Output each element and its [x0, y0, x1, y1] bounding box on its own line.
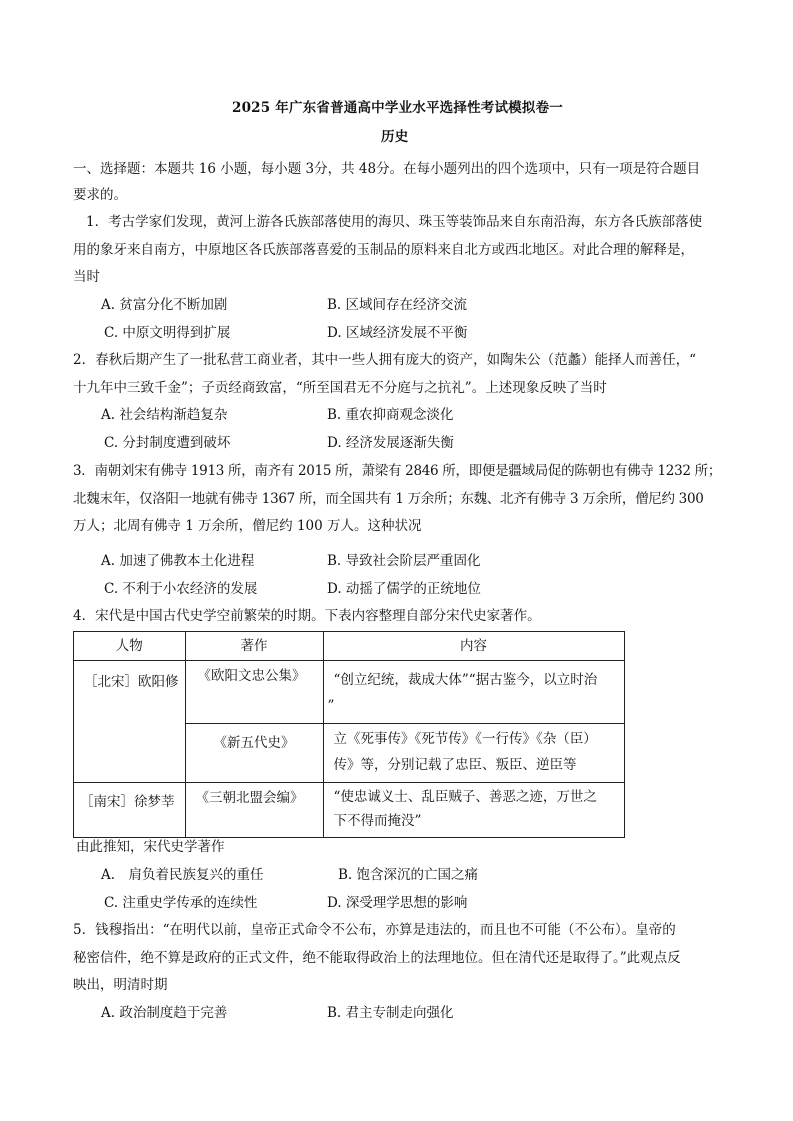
q1-option-b[interactable]: B. 区域间存在经济交流	[327, 297, 468, 313]
q2-option-c[interactable]: C. 分封制度遭到破坏	[104, 435, 231, 451]
section-instruction-line2: 要求的。	[73, 187, 127, 203]
q3-stem-line2: 北魏末年，仅洛阳一地就有佛寺 1367 所，而全国共有 1 万余所；东魏、北齐有佛寺 3 万余所，僧尼约 300	[73, 491, 704, 507]
q2-option-b[interactable]: B. 重农抑商观念淡化	[327, 407, 454, 423]
q3-option-a[interactable]: A. 加速了佛教本土化进程	[101, 553, 255, 569]
header-content: 内容	[460, 638, 487, 654]
table-cell	[323, 661, 624, 724]
q3-option-b[interactable]: B. 导致社会阶层严重固化	[327, 553, 481, 569]
q1-option-d[interactable]: D. 区域经济发展不平衡	[327, 325, 468, 341]
q5-option-b[interactable]: B. 君主专制走向强化	[327, 1005, 454, 1021]
table-cell	[185, 661, 323, 724]
content-line: ”	[327, 698, 335, 714]
work-ouyang-wenzhong: 《欧阳文忠公集》	[197, 668, 306, 684]
content-line: 立《死事传》《死节传》《一行传》《杂（臣）	[333, 731, 597, 747]
q1-stem-line1: 1．考古学家们发现，黄河上游各氏族部落使用的海贝、珠玉等装饰品来自东南沿海，东方各氏族部落使	[86, 214, 703, 230]
q4-option-d[interactable]: D. 深受理学思想的影响	[327, 895, 468, 911]
q2-option-d[interactable]: D. 经济发展逐渐失衡	[327, 435, 454, 451]
work-xin-wudai-shi: 《新五代史》	[213, 735, 295, 751]
exam-subject: 历史	[381, 129, 409, 145]
q4-after-table: 由此推知，宋代史学著作	[76, 839, 225, 855]
header-person: 人物	[115, 638, 143, 654]
header-work: 著作	[240, 638, 268, 654]
table-header-cell	[323, 632, 624, 661]
q1-option-c[interactable]: C. 中原文明得到扩展	[104, 325, 231, 341]
exam-title: 2025 年广东省普通高中学业水平选择性考试模拟卷一	[232, 100, 563, 116]
table-header-cell	[185, 632, 323, 661]
work-sanchao-beimeng: 《三朝北盟会编》	[195, 790, 304, 806]
table-cell	[323, 783, 624, 838]
q1-stem-line3: 当时	[73, 269, 100, 285]
q4-option-c[interactable]: C. 注重史学传承的连续性	[104, 895, 258, 911]
q3-stem-line1: 3．南朝刘宋有佛寺 1913 所，南齐有 2015 所，萧梁有 2846 所，即便是疆域局促的陈朝也有佛寺 1232 所；	[73, 463, 722, 479]
table-header-cell	[74, 632, 186, 661]
q5-stem-line3: 映出，明清时期	[73, 977, 168, 993]
table-row	[74, 661, 625, 724]
person-xu-mengxin: ［南宋］徐梦莘	[80, 794, 175, 810]
q4-stem-line1: 4．宋代是中国古代史学空前繁荣的时期。下表内容整理自部分宋代史家著作。	[73, 608, 541, 624]
q3-option-c[interactable]: C. 不利于小农经济的发展	[104, 581, 258, 597]
q3-stem-line3: 万人；北周有佛寺 1 万余所，僧尼约 100 万人。这种状况	[73, 518, 422, 534]
q5-stem-line1: 5．钱穆指出：“在明代以前，皇帝正式命令不公布，亦算是违法的，而且也不可能（不公布）。皇帝的	[73, 922, 676, 938]
person-ouyang-xiu: ［北宋］欧阳修	[84, 674, 179, 690]
q1-option-a[interactable]: A. 贫富分化不断加剧	[101, 297, 228, 313]
table-cell	[185, 724, 323, 783]
content-line: “使忠诚义士、乱臣贼子、善恶之迹，万世之	[333, 789, 597, 805]
q2-stem-line2: 十九年中三致千金”；子贡经商致富，“所至国君无不分庭与之抗礼”。上述现象反映了当时	[73, 380, 607, 396]
q1-stem-line2: 用的象牙来自南方，中原地区各氏族部落喜爱的玉制品的原料来自北方或西北地区。对此合理的解释是，	[73, 242, 694, 258]
historian-works-table	[73, 631, 625, 838]
content-line: 下不得而掩没”	[333, 813, 422, 829]
q2-stem-line1: 2．春秋后期产生了一批私营工商业者，其中一些人拥有庞大的资产，如陶朱公（范蠡）能择人而善任，“	[73, 352, 696, 368]
q3-option-d[interactable]: D. 动摇了儒学的正统地位	[327, 581, 481, 597]
q2-option-a[interactable]: A. 社会结构渐趋复杂	[101, 407, 228, 423]
table-cell	[74, 783, 186, 838]
q5-option-a[interactable]: A. 政治制度趋于完善	[101, 1005, 228, 1021]
q4-option-a[interactable]: A. 肩负着民族复兴的重任	[101, 867, 264, 883]
content-line: “创立纪统，裁成大体”“据古鉴今，以立时治	[333, 672, 598, 688]
section-instruction-line1: 一、选择题：本题共 16 小题，每小题 3分，共 48分。在每小题列出的四个选项中，只有一项是符合题目	[73, 161, 701, 177]
table-cell	[185, 783, 323, 838]
table-cell	[74, 661, 186, 783]
q5-stem-line2: 秘密信件，绝不算是政府的正式文件，绝不能取得政治上的法理地位。但在清代还是取得了。”此观点反	[73, 950, 681, 966]
content-line: 传》等，分别记载了忠臣、叛臣、逆臣等	[333, 757, 577, 773]
table-cell	[323, 724, 624, 783]
table-header-row	[74, 632, 625, 661]
q4-option-b[interactable]: B. 饱含深沉的亡国之痛	[338, 867, 479, 883]
table-row	[74, 783, 625, 838]
